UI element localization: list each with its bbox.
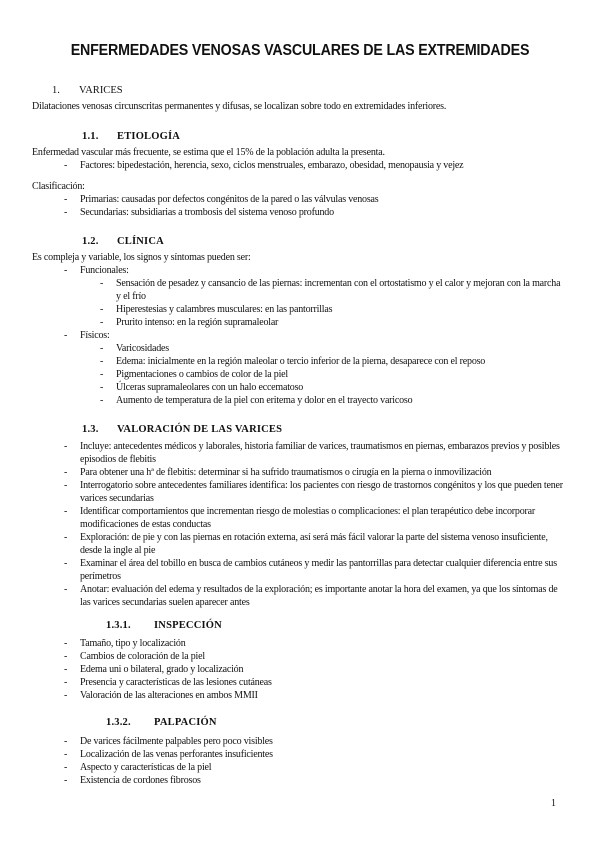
list-item: - Primarias: causadas por defectos congénitos de la pared o las válvulas venosas xyxy=(64,194,379,205)
subsection-heading-etiologia xyxy=(82,130,180,143)
list-item: - Existencia de cordones fibrosos xyxy=(64,775,201,786)
list-item: - De varices fácilmente palpables pero poco visibles xyxy=(64,736,273,747)
list-item: - Factores: bipedestación, herencia, sexo, ciclos menstruales, embarazo, obesidad, menopausia y vejez xyxy=(64,160,464,171)
list-item: - Incluye: antecedentes médicos y laborales, historia familiar de varices, traumatismos en piernas, embarazos previos y posibles episodios de flebitis xyxy=(64,441,560,465)
subsection-heading-valoracion xyxy=(82,423,282,436)
list-item: - Cambios de coloración de la piel xyxy=(64,651,205,662)
sub-list-item: - Prurito intenso: en la región supramaleolar xyxy=(100,317,279,328)
list-item: - Examinar el área del tobillo en busca de cambios cutáneos y medir las pantorrillas para detectar cualquier diferencia entre sus perímetros xyxy=(64,558,557,582)
subsection-title: ETIOLOGÍA xyxy=(117,131,181,142)
page-number: 1 xyxy=(551,798,556,809)
list-item: - Tamaño, tipo y localización xyxy=(64,638,186,649)
document-title: ENFERMEDADES VENOSAS VASCULARES DE LAS EXTREMIDADES xyxy=(70,42,530,59)
varices-intro: Dilataciones venosas circunscritas permanentes y difusas, se localizan sobre todo en extremidades inferiores. xyxy=(32,101,447,112)
subsubsection-title: INSPECCIÓN xyxy=(154,620,222,631)
sub-list-item: - Hiperestesias y calambres musculares: en las pantorrillas xyxy=(100,304,333,315)
section-number: 1. xyxy=(52,85,60,96)
subsubsection-number: 1.3.1. xyxy=(106,620,131,631)
sub-list-item: - Varicosidades xyxy=(100,343,169,354)
list-item: - Para obtener una hª de flebitis: determinar si ha sufrido traumatismos o cirugía en la pierna o inmovilización xyxy=(64,467,492,478)
subsection-title: CLÍNICA xyxy=(117,236,164,247)
sub-list-item: - Pigmentaciones o cambios de color de la piel xyxy=(100,369,288,380)
subsubsection-heading-inspeccion xyxy=(106,619,222,632)
sub-list-item: - Sensación de pesadez y cansancio de las piernas: incrementan con el ortostatismo y el calor y mejoran con la marcha y el frío xyxy=(100,278,561,302)
list-item: - Funcionales: xyxy=(64,265,129,276)
list-item: - Valoración de las alteraciones en ambos MMII xyxy=(64,690,258,701)
list-item: - Presencia y características de las lesiones cutáneas xyxy=(64,677,272,688)
list-item: - Secundarias: subsidiarias a trombosis del sistema venoso profundo xyxy=(64,207,334,218)
sub-list-item: - Úlceras supramaleolares con un halo eccematoso xyxy=(100,382,304,393)
list-item: - Localización de las venas perforantes insuficientes xyxy=(64,749,273,760)
list-item: - Edema uni o bilateral, grado y localización xyxy=(64,664,244,675)
subsection-title: VALORACIÓN DE LAS VARICES xyxy=(117,424,283,435)
subsection-number: 1.3. xyxy=(82,424,99,435)
subsection-number: 1.1. xyxy=(82,131,99,142)
subsection-number: 1.2. xyxy=(82,236,99,247)
list-item: - Identificar comportamientos que incrementan riesgo de molestias o complicaciones: el plan terapéutico debe incorporar modificaciones de estas conductas xyxy=(64,506,536,530)
clasificacion-label: Clasificación: xyxy=(32,181,85,192)
sub-list-item: - Aumento de temperatura de la piel con eritema y dolor en el trayecto varicoso xyxy=(100,395,413,406)
section-heading-varices xyxy=(52,84,123,97)
list-item: - Interrogatorio sobre antecedentes familiares identifica: los pacientes con riesgo de trastornos congénitos y los que pueden tener varices secundarias xyxy=(64,480,563,504)
etiologia-intro: Enfermedad vascular más frecuente, se estima que el 15% de la población adulta la presenta. xyxy=(32,147,385,158)
subsubsection-number: 1.3.2. xyxy=(106,717,131,728)
subsubsection-heading-palpacion xyxy=(106,716,217,729)
section-title: VARICES xyxy=(79,85,123,96)
clinica-intro: Es compleja y variable, los signos y síntomas pueden ser: xyxy=(32,252,251,263)
subsubsection-title: PALPACIÓN xyxy=(154,717,217,728)
list-item: - Aspecto y características de la piel xyxy=(64,762,212,773)
list-item: - Anotar: evaluación del edema y resultados de la exploración; es importante anotar la hora del examen, ya que los síntomas de las varices secundarias suelen aparecer antes xyxy=(64,584,558,608)
list-item: - Exploración: de pie y con las piernas en rotación externa, así será más fácil valorar la parte del sistema venoso insuficiente, desde la ingle al pie xyxy=(64,532,548,556)
subsection-heading-clinica xyxy=(82,235,164,248)
sub-list-item: - Edema: inicialmente en la región maleolar o tercio inferior de la pierna, desaparece con el reposo xyxy=(100,356,486,367)
list-item: - Físicos: xyxy=(64,330,110,341)
